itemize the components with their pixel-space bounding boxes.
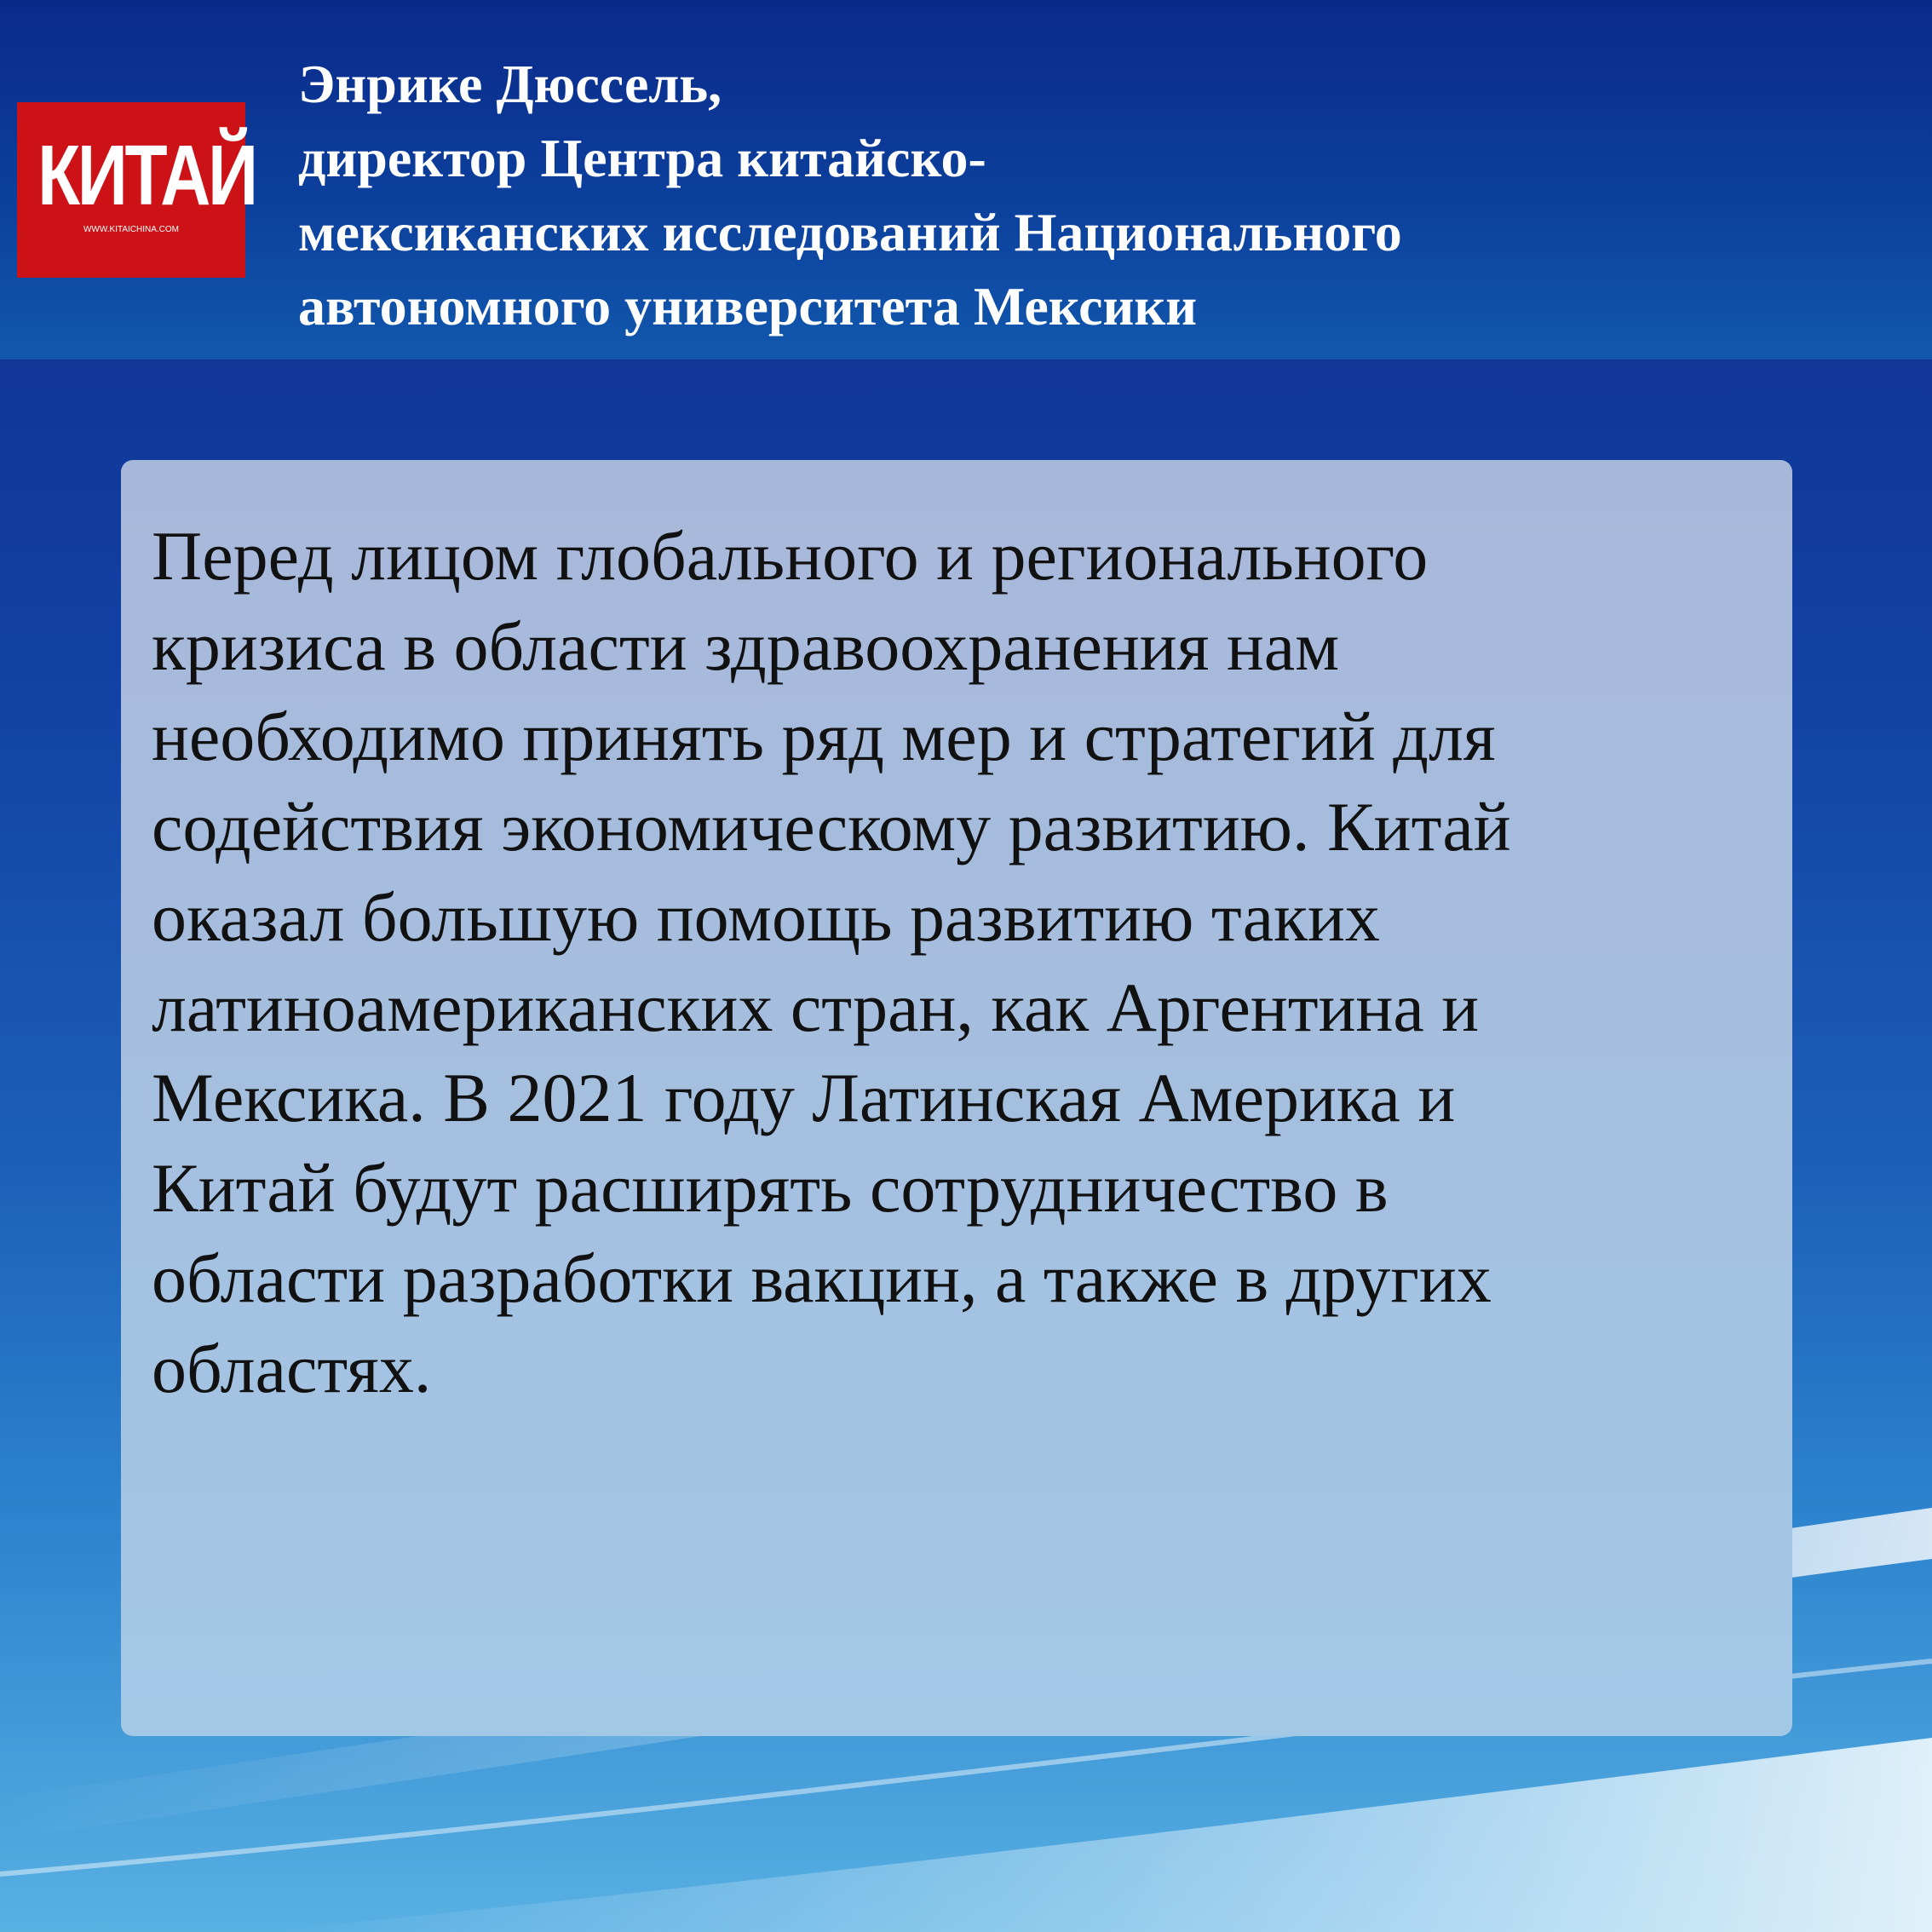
quote-line: Мексика. В 2021 году Латинская Америка и (152, 1059, 1456, 1136)
logo-wordmark: КИТАЙ (37, 128, 256, 223)
quote-line: областях. (152, 1330, 432, 1407)
wave-lower (256, 1738, 1932, 1932)
quote-line: содействия экономическому развитию. Китай (152, 788, 1511, 865)
author-title-line: мексиканских исследований Национального (298, 202, 1402, 262)
quote-line: необходимо принять ряд мер и стратегий для (152, 698, 1496, 775)
author-title-line: директор Центра китайско- (298, 128, 986, 188)
quote-line: оказал большую помощь развитию таких (152, 878, 1380, 956)
kitai-logo (17, 102, 256, 278)
quote-line: кризиса в области здравоохранения нам (152, 607, 1340, 685)
author-name: Энрике Дюссель, (298, 54, 722, 114)
quote-line: Перед лицом глобального и регионального (152, 517, 1429, 595)
author-block (298, 47, 1831, 343)
quote-line: латиноамериканских стран, как Аргентина и (152, 969, 1480, 1046)
author-title-line: автономного университета Мексики (298, 276, 1198, 336)
quote-text (152, 511, 1770, 1414)
logo-url: WWW.KITAICHINA.COM (83, 225, 180, 234)
quote-line: области разработки вакцин, а также в других (152, 1239, 1492, 1317)
quote-line: Китай будут расширять сотрудничество в (152, 1149, 1389, 1227)
